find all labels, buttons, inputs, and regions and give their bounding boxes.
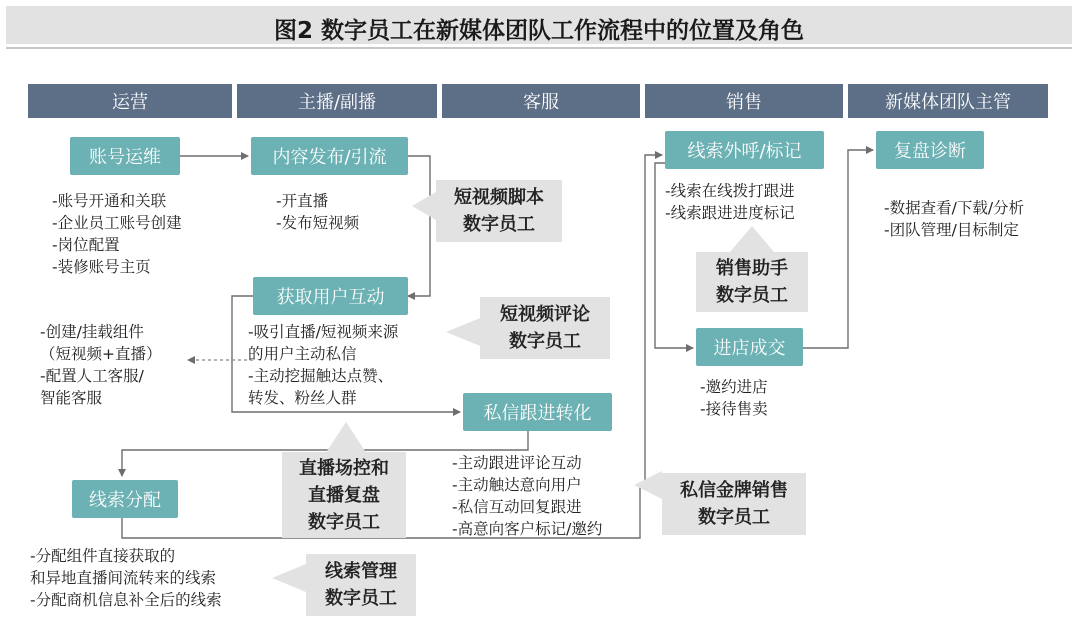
desc-lead-call [665, 180, 795, 224]
desc-line: -邀约进店 [700, 378, 768, 396]
column-header-operations: 运营 [28, 84, 232, 118]
column-header-customer-service: 客服 [442, 84, 640, 118]
desc-line: -配置人工客服/ [40, 367, 144, 385]
desc-line: -团队管理/目标制定 [884, 221, 1019, 239]
node-lead-dispatch: 线索分配 [72, 480, 178, 518]
pointer-live [325, 422, 367, 454]
callout-line: 数字员工 [509, 331, 581, 352]
desc-account-ops [52, 190, 182, 278]
pointer-leads [272, 564, 306, 592]
desc-line: -私信互动回复跟进 [452, 498, 582, 516]
desc-line: -主动跟进评论互动 [452, 454, 582, 472]
pointer-sales-assist [730, 226, 774, 252]
desc-line: （短视频+直播） [40, 345, 162, 363]
callout-line: 私信金牌销售 [680, 480, 788, 501]
arrow-store-to-review [803, 150, 873, 348]
desc-line: -主动挖掘触达点赞、 [248, 367, 394, 385]
desc-line: -账号开通和关联 [52, 192, 167, 210]
desc-line: -岗位配置 [52, 236, 120, 254]
desc-line: -分配组件直接获取的 [30, 547, 176, 565]
desc-store-deal [700, 376, 768, 420]
node-store-deal: 进店成交 [696, 328, 803, 366]
callout-line: 数字员工 [716, 285, 788, 306]
node-review: 复盘诊断 [876, 131, 984, 169]
desc-line: -装修账号主页 [52, 258, 151, 276]
callout-line: 直播场控和 [299, 457, 389, 479]
node-content-publish: 内容发布/引流 [251, 137, 408, 175]
node-account-ops: 账号运维 [70, 137, 180, 175]
desc-line: 智能客服 [40, 389, 103, 407]
column-header-sales: 销售 [645, 84, 843, 118]
desc-line: -企业员工账号创建 [52, 214, 182, 232]
desc-line: 和异地直播间流转来的线索 [30, 569, 217, 587]
callout-line: 数字员工 [698, 507, 770, 528]
desc-line: -线索在线拨打跟进 [665, 182, 795, 200]
desc-line: -线索跟进进度标记 [665, 204, 795, 222]
node-lead-call: 线索外呼/标记 [665, 131, 824, 169]
arrow-publish-to-interaction [408, 156, 430, 296]
desc-line: 转发、粉丝人群 [248, 389, 357, 407]
desc-line: -分配商机信息补全后的线索 [30, 591, 222, 609]
desc-line: 的用户主动私信 [248, 345, 357, 363]
desc-line: -主动触达意向用户 [452, 476, 582, 494]
desc-line: -数据查看/下载/分析 [884, 199, 1025, 217]
column-header-anchor: 主播/副播 [237, 84, 437, 118]
desc-widget [40, 321, 162, 409]
desc-lead-dispatch [30, 545, 222, 611]
callout-leads-employee [306, 554, 416, 616]
callout-sales-assistant-employee [696, 252, 808, 312]
desc-content-publish [276, 190, 359, 234]
callout-line: 短视频脚本 [454, 187, 544, 208]
desc-review [884, 197, 1024, 241]
callout-line: 线索管理 [325, 561, 397, 582]
callout-live-employee [282, 452, 406, 538]
desc-line: -发布短视频 [276, 214, 360, 232]
callout-line: 数字员工 [463, 214, 535, 235]
callout-line: 短视频评论 [500, 304, 590, 325]
desc-line: -开直播 [276, 192, 329, 210]
callout-script-employee [436, 180, 562, 242]
pointer-script [412, 192, 436, 220]
pointer-comment [446, 318, 480, 346]
desc-line: -接待售卖 [700, 400, 768, 418]
desc-line: -吸引直播/短视频来源 [248, 323, 399, 341]
callout-line: 销售助手 [716, 258, 788, 279]
column-header-manager: 新媒体团队主管 [848, 84, 1048, 118]
callout-line: 数字员工 [325, 588, 397, 609]
callout-line: 数字员工 [308, 511, 380, 533]
desc-get-interaction [248, 321, 398, 409]
figure-title: 图2 数字员工在新媒体团队工作流程中的位置及角色 [273, 18, 804, 44]
node-get-interaction: 获取用户互动 [253, 277, 408, 315]
node-dm-follow: 私信跟进转化 [463, 393, 612, 431]
desc-line: -创建/挂载组件 [40, 323, 144, 341]
pointer-gold [634, 471, 662, 499]
callout-comment-employee [480, 297, 610, 359]
callout-gold-sales-employee [662, 473, 806, 535]
callout-line: 直播复盘 [308, 484, 380, 506]
desc-line: -高意向客户标记/邀约 [452, 520, 603, 538]
desc-dm-follow [452, 452, 602, 540]
